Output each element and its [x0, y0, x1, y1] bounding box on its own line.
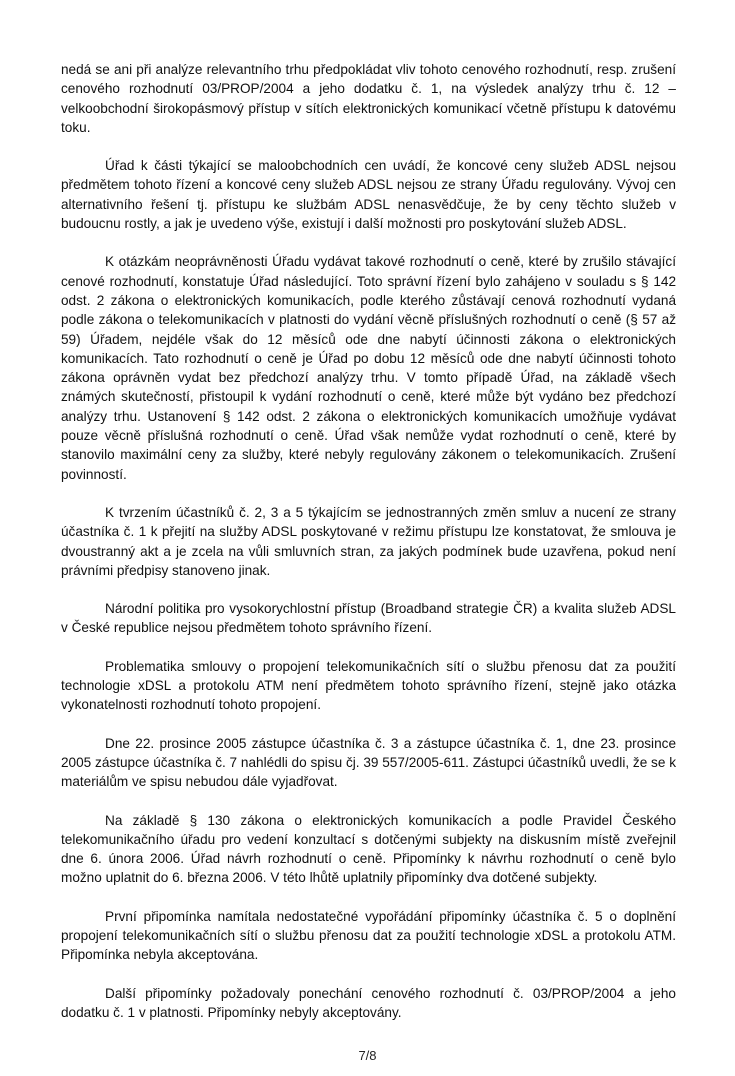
paragraph-authority-competence: K otázkám neoprávněnosti Úřadu vydávat takové rozhodnutí o ceně, které by zrušilo stávající cenové rozhodnutí, konstatuje Úřad následující. Toto správní řízení bylo zahájeno v souladu s § 142 odst. 2 zákona o elektronických komunikacích, podle kterého zůstávají cenová rozhodnutí vydaná podle zákona o telekomunikacích v platnosti do vydání věcně příslušných rozhodnutí o ceně (§ 57 až 59) Úřadem, nejdéle však do 12 měsíců ode dne nabytí účinnosti zákona o elektronických komunikacích. Tato rozhodnutí o ceně je Úřad po dobu 12 měsíců ode dne nabytí účinnosti tohoto zákona oprávněn vydat bez předchozí analýzy trhu. V tomto případě Úřad, na základě všech známých skutečností, přistoupil k vydání rozhodnutí o ceně, které může být vydáno bez předchozí analýzy trhu. Ustanovení § 142 odst. 2 zákona o elektronických komunikacích umožňuje vydávat pouze věcně příslušná rozhodnutí o ceně. Úřad však nemůže vydat rozhodnutí o ceně, které by stanovilo maximální ceny za služby, které nebyly regulovány zákonem o telekomunikacích. Zrušení povinností. [61, 254, 676, 482]
paragraph-interconnection: Problematika smlouvy o propojení telekomunikačních sítí o službu přenosu dat za použití technologie xDSL a protokolu ATM není předmětem tohoto správního řízení, stejně jako otázka vykonatelnosti rozhodnutí tohoto propojení. [61, 658, 676, 713]
paragraph-continuation: nedá se ani při analýze relevantního trhu předpokládat vliv tohoto cenového rozhodnutí, resp. zrušení cenového rozhodnutí 03/PROP/2004 a jeho dodatku č. 1, na výsledek analýzy trhu č. 12 – velkoobchodní širokopásmový přístup v sítích elektronických komunikací včetně přístupu k datovému toku. [61, 62, 676, 135]
paragraph-first-comment: První připomínka namítala nedostatečné vypořádání připomínky účastníka č. 5 o doplnění propojení telekomunikačních sítí o službu přenosu dat za použití technologie xDSL a protokolu ATM. Připomínka nebyla akceptována. [61, 908, 676, 963]
paragraph-consultation: Na základě § 130 zákona o elektronických komunikacích a podle Pravidel Českého telekomunikačního úřadu pro vedení konzultací s dotčenými subjekty na diskusním místě zveřejnil dne 6. února 2006. Úřad návrh rozhodnutí o ceně. Připomínky k návrhu rozhodnutí o ceně bylo možno uplatnit do 6. března 2006. V této lhůtě uplatnily připomínky dva dotčené subjekty. [61, 812, 676, 886]
paragraph-broadband-strategy: Národní politika pro vysokorychlostní přístup (Broadband strategie ČR) a kvalita služeb ADSL v České republice nejsou předmětem tohoto správního řízení. [61, 601, 676, 636]
paragraph-contract-changes: K tvrzením účastníků č. 2, 3 a 5 týkajícím se jednostranných změn smluv a nucení ze strany účastníka č. 1 k přejití na služby ADSL poskytované v režimu přístupu lze konstatovat, že smlouva je dvoustranný akt a je zcela na vůli smluvních stran, za jakých podmínek bude uzavřena, pokud není právními předpisy stanoveno jinak. [61, 504, 676, 578]
paragraph-other-comments: Další připomínky požadovaly ponechání cenového rozhodnutí č. 03/PROP/2004 a jeho dodatku č. 1 v platnosti. Připomínky nebyly akceptovány. [61, 985, 676, 1020]
paragraph-file-inspection: Dne 22. prosince 2005 zástupce účastníka č. 3 a zástupce účastníka č. 1, dne 23. prosince 2005 zástupce účastníka č. 7 nahlédli do spisu čj. 39 557/2005-611. Zástupci účastníků uvedli, že se k materiálům ve spisu nebudou dále vyjadřovat. [61, 735, 676, 790]
paragraph-retail-prices: Úřad k části týkající se maloobchodních cen uvádí, že koncové ceny služeb ADSL nejsou předmětem tohoto řízení a koncové ceny služeb ADSL nejsou ze strany Úřadu regulovány. Vývoj cen alternativního řešení tj. přístupu ke službám ADSL nenasvědčuje, že by ceny těchto služeb v budoucnu rostly, a jak je uvedeno výše, existují i další možnosti pro poskytování služeb ADSL. [61, 158, 676, 232]
page-number: 7/8 [358, 1048, 377, 1063]
document-body [61, 60, 676, 1041]
